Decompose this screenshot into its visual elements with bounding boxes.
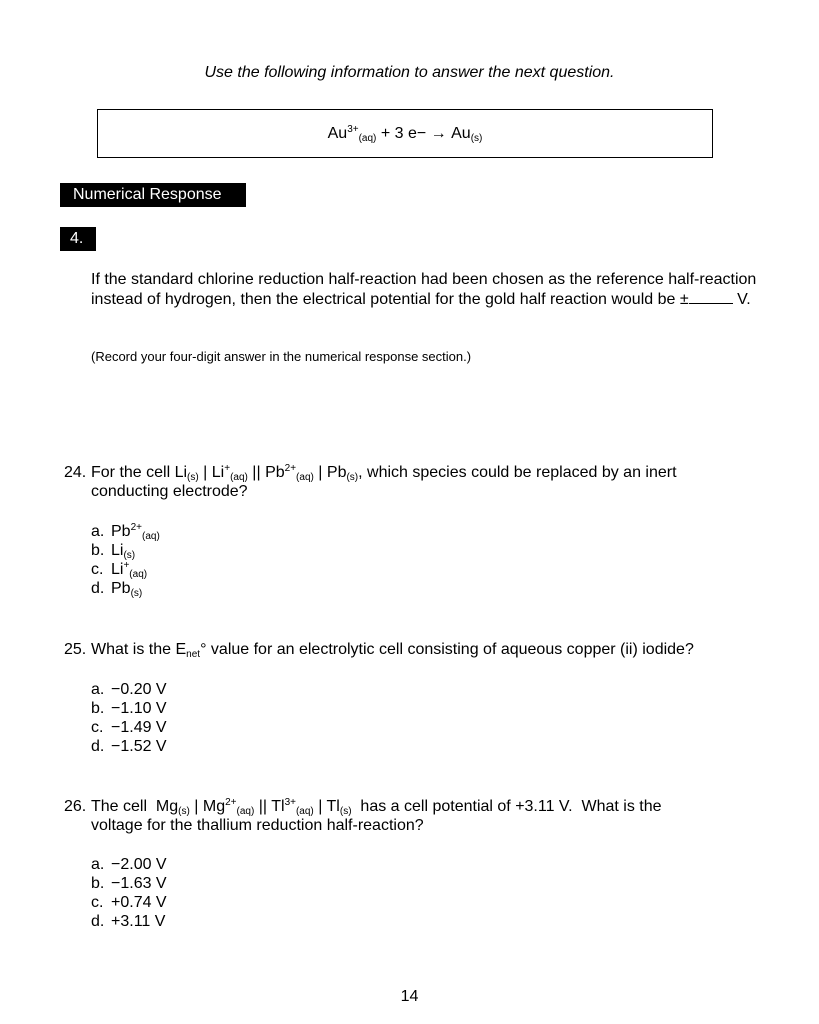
- option-b[interactable]: b. $Li_{(s)}$: [91, 542, 136, 561]
- nr-question-text: If the standard chlorine reduction half-reaction had been chosen as the reference half-reaction instead of hydrogen, then the electrical potential for the gold half reaction would be ± V.: [91, 271, 757, 308]
- option-a[interactable]: a. $Pb^{2+}_{(aq)}$: [91, 522, 160, 542]
- question-24: 24. For the cell $Li_{(s)}$ | $Li^+_{(aq)}$ || $Pb^{2+}_{(aq)}$ | $Pb_{(s)}$, which species could be replaced by an inert conducting electrode?: [64, 463, 677, 500]
- gold-half-reaction: $Au^{3+}_{(aq)} + 3$ $e- \to Au_{(s)}$: [327, 123, 483, 144]
- option-c[interactable]: c. −1.49 V: [91, 719, 167, 736]
- option-b[interactable]: b. −1.63 V: [91, 875, 167, 892]
- question-25-options: [91, 680, 167, 756]
- question-number: 25.: [64, 641, 87, 658]
- question-26-options: [91, 855, 167, 931]
- option-a[interactable]: a. −0.20 V: [91, 681, 167, 698]
- question-24-options: [91, 522, 160, 598]
- nr-question-number: 4.: [60, 227, 96, 251]
- answer-blank: [689, 289, 733, 304]
- question-26: 26. The cell $Mg_{(s)}$ | $Mg^{2+}_{(aq)}$ || $Tl^{3+}_{(aq)}$ | $Tl_{(s)}$ has a cell potential of +3.11 V. What is the voltage for the thallium reduction half-reaction?: [64, 797, 662, 834]
- question-25: 25. What is the $E_{net}^\circ$ value for an electrolytic cell consisting of aqueous copper (ii) iodide?: [64, 641, 694, 660]
- numerical-response-label: Numerical Response: [60, 183, 246, 207]
- question-number: 24.: [64, 464, 87, 481]
- page-number: 14: [400, 988, 419, 1005]
- option-d[interactable]: d. −1.52 V: [91, 738, 167, 755]
- option-d[interactable]: d. +3.11 V: [91, 913, 166, 930]
- option-c[interactable]: c. $Li^+_{(aq)}$: [91, 560, 148, 580]
- option-b[interactable]: b. −1.10 V: [91, 700, 167, 717]
- option-a[interactable]: a. −2.00 V: [91, 856, 167, 873]
- intro-instruction: Use the following information to answer the next question.: [204, 64, 615, 81]
- nr-record-note: (Record your four-digit answer in the numerical response section.): [91, 349, 472, 364]
- option-d[interactable]: d. $Pb_{(s)}$: [91, 580, 143, 599]
- option-c[interactable]: c. +0.74 V: [91, 894, 167, 911]
- question-number: 26.: [64, 798, 87, 815]
- equation-box: [97, 109, 713, 158]
